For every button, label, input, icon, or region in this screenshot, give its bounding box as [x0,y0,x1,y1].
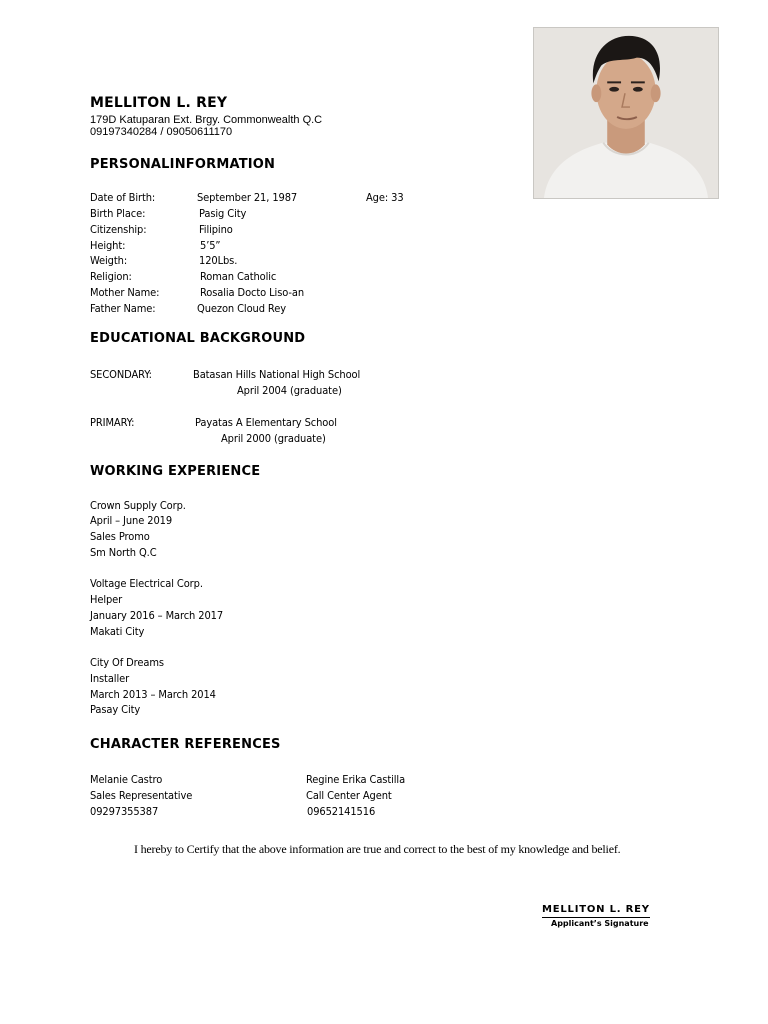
reference-2-name: Regine Erika Castilla [306,773,406,786]
personal-info-heading: PERSONALINFORMATION [90,157,276,172]
reference-2-phone: 09652141516 [307,805,376,818]
secondary-date: April 2004 (graduate) [237,384,342,397]
applicant-phones: 09197340284 / 09050611170 [90,126,233,138]
citizenship-value: Filipino [199,223,233,236]
weight-value: 120Lbs. [199,254,238,267]
applicant-portrait-image [534,28,718,198]
job-1-position: Sales Promo [90,530,150,543]
references-heading: CHARACTER REFERENCES [90,737,281,752]
certification-statement: I hereby to Certify that the above information are true and correct to the best of my knowledge and belief. [134,842,621,856]
work-heading: WORKING EXPERIENCE [90,464,261,479]
reference-1-phone: 09297355387 [90,805,159,818]
job-3-company: City Of Dreams [90,656,164,669]
father-name-value: Quezon Cloud Rey [197,302,286,315]
dob-value: September 21, 1987 [197,191,298,204]
education-heading: EDUCATIONAL BACKGROUND [90,331,306,346]
signature-name: MELLITON L. REY [542,904,650,918]
mother-name-value: Rosalia Docto Liso-an [200,286,305,299]
job-1-company: Crown Supply Corp. [90,499,186,512]
citizenship-label: Citizenship: [90,223,147,236]
dob-label: Date of Birth: [90,191,156,204]
primary-school: Payatas A Elementary School [195,416,337,429]
job-3-location: Pasay City [90,703,141,716]
reference-1-role: Sales Representative [90,789,193,802]
job-2-company: Voltage Electrical Corp. [90,577,203,590]
secondary-school: Batasan Hills National High School [193,368,361,381]
job-1-dates: April – June 2019 [90,514,173,527]
birthplace-label: Birth Place: [90,207,146,220]
weight-label: Weigth: [90,254,128,267]
applicant-name: MELLITON L. REY [90,95,228,111]
primary-label: PRIMARY: [90,416,135,429]
job-2-dates: January 2016 – March 2017 [90,609,224,622]
mother-name-label: Mother Name: [90,286,160,299]
job-3-position: Installer [90,672,130,685]
reference-1-name: Melanie Castro [90,773,163,786]
job-3-dates: March 2013 – March 2014 [90,688,216,701]
reference-2-role: Call Center Agent [306,789,392,802]
job-2-position: Helper [90,593,123,606]
applicant-address: 179D Katuparan Ext. Brgy. Commonwealth Q.C [90,114,323,126]
applicant-photo [533,27,719,199]
primary-date: April 2000 (graduate) [221,432,326,445]
height-label: Height: [90,239,126,252]
father-name-label: Father Name: [90,302,156,315]
signature-caption: Applicant’s Signature [551,919,649,928]
age-value: Age: 33 [366,191,404,204]
job-2-location: Makati City [90,625,145,638]
religion-label: Religion: [90,270,132,283]
height-value: 5’5” [200,239,221,252]
birthplace-value: Pasig City [199,207,247,220]
secondary-label: SECONDARY: [90,368,152,381]
job-1-location: Sm North Q.C [90,546,157,559]
religion-value: Roman Catholic [200,270,277,283]
